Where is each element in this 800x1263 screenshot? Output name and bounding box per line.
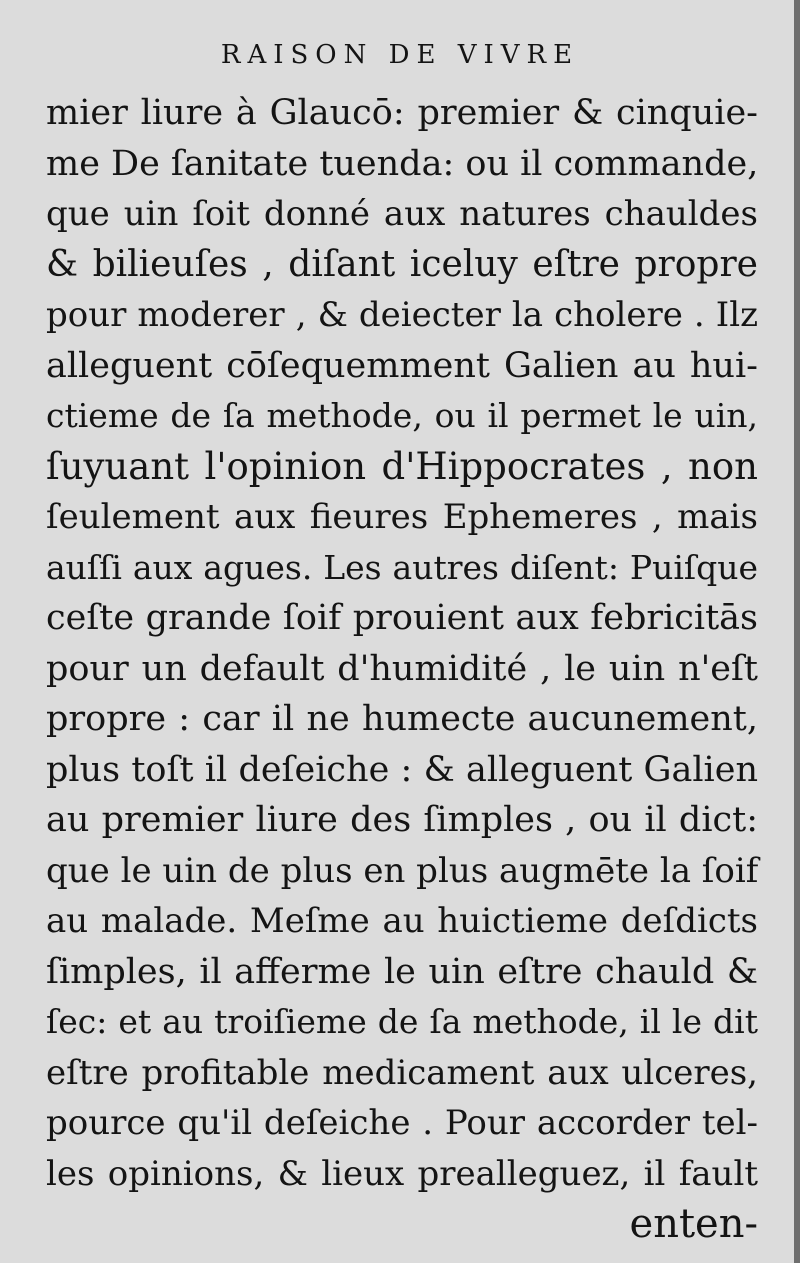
text-line: au malade. Meſme au huictieme deſdicts — [46, 901, 758, 941]
text-line: auſſi aux agues. Les autres diſent: Puiſque — [46, 547, 758, 587]
text-line: alleguent cōſequemment Galien au hui- — [46, 345, 758, 386]
text-line: ſeulement aux fieures Ephemeres , mais — [46, 497, 758, 537]
text-line: eſtre profitable medicament aux ulceres, — [46, 1052, 758, 1093]
catchword: enten- — [629, 1201, 758, 1247]
text-line: ſec: et au troiſieme de ſa methode, il le dit — [46, 1002, 758, 1041]
text-line: ſimples, il afferme le uin eſtre chauld & — [46, 951, 758, 992]
page-edge-shadow — [794, 0, 800, 1263]
body-text — [46, 88, 758, 1250]
text-line: les opinions, & lieux prealleguez, il fault — [46, 1153, 758, 1194]
text-line: que le uin de plus en plus augmēte la ſoif — [46, 850, 759, 891]
text-line: pour moderer , & deiecter la cholere . Ilz — [46, 295, 758, 335]
text-line: ceſte grande ſoif prouient aux febricitās — [46, 598, 758, 638]
text-line: mier liure à Glaucō: premier & cinquie- — [46, 93, 758, 133]
text-line: ctieme de ſa methode, ou il permet le uin, — [46, 396, 758, 435]
text-line: ſuyuant l'opinion d'Hippocrates , non — [46, 444, 758, 488]
text-line: pource qu'il deſeiche . Pour accorder tel- — [46, 1103, 758, 1143]
text-line: que uin ſoit donné aux natures chauldes — [46, 194, 758, 234]
text-line: plus toſt il deſeiche : & alleguent Galien — [46, 749, 758, 790]
text-line: pour un default d'humidité , le uin n'eſt — [46, 648, 758, 689]
text-line: me De ſanitate tuenda: ou il commande, — [46, 143, 759, 184]
text-line: propre : car il ne humecte aucunement, — [46, 699, 758, 739]
text-line: au premier liure des ſimples , ou il dict: — [46, 800, 758, 840]
text-line: & bilieuſes , diſant iceluy eſtre propre — [46, 243, 758, 285]
running-title: RAISON DE VIVRE — [220, 40, 580, 70]
